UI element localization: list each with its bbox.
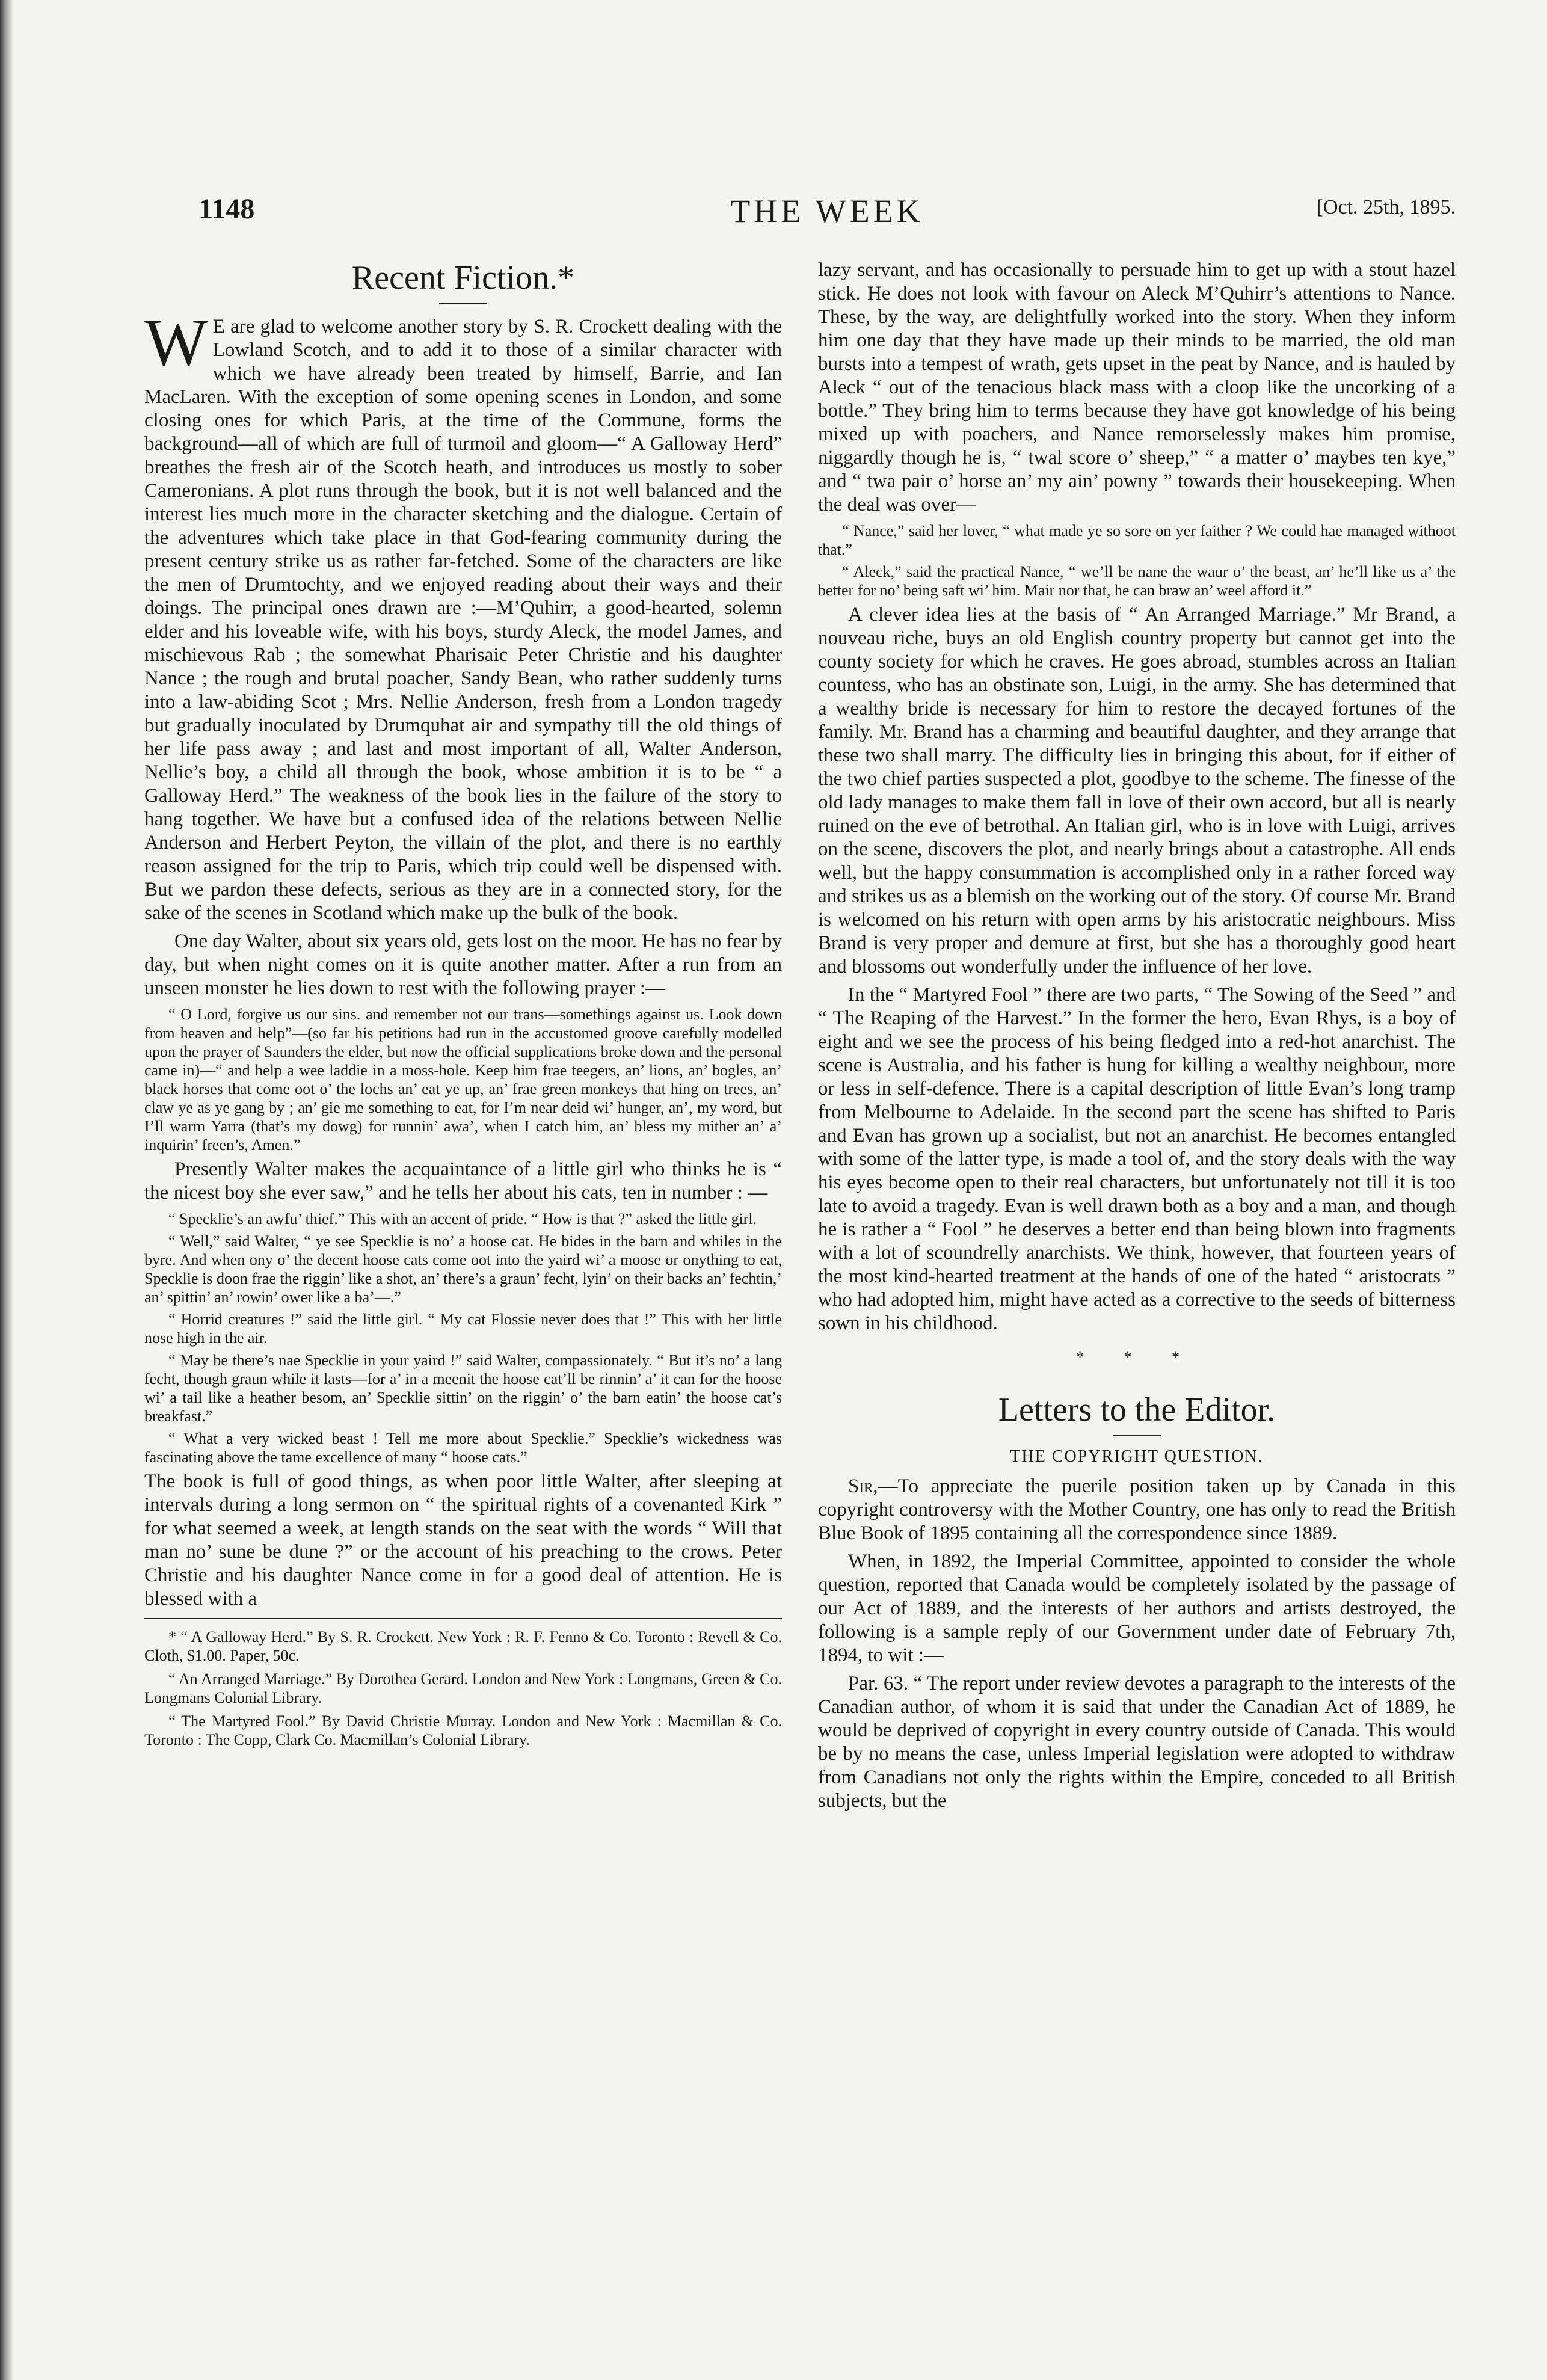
quotation: “ What a very wicked beast ! Tell me more about Specklie.” Specklie’s wickedness was fascinating above the tame excellence of many “ hoose cats.” xyxy=(144,1430,782,1466)
quotation: “ Horrid creatures !” said the little girl. “ My cat Flossie never does that !” This with her little nose high in the air. xyxy=(144,1311,782,1347)
title-rule xyxy=(439,303,487,304)
left-column xyxy=(144,259,782,2364)
paragraph: The book is full of good things, as when poor little Walter, after sleeping at intervals during a long sermon on “ the spiritual rights of a covenanted Kirk ” for what seemed a week, at length stands on the seat with the words “ Will that man no’ sune be dune ?” or the account of his preaching to the crows. Peter Christie and his daughter Nance come in for a good deal of attention. He is blessed with a xyxy=(144,1471,782,1610)
paragraph: When, in 1892, the Imperial Committee, appointed to consider the whole question, reported that Canada would be completely isolated by the passage of our Act of 1889, and the interests of her authors and artists destroyed, the following is a sample reply of our Government under date of February 7th, 1894, to wit :— xyxy=(818,1551,1456,1666)
drop-cap: W xyxy=(144,306,208,380)
salutation: Sir, xyxy=(848,1475,878,1497)
footnote: * “ A Galloway Herd.” By S. R. Crockett. New York : R. F. Fenno & Co. Toronto : Revell & Co. Cloth, $1.00. Paper, 50c. xyxy=(144,1628,782,1664)
paragraph xyxy=(818,1475,1456,1545)
paragraph-text: —To appreciate the puerile position taken up by Canada in this copyright controversy with the Mother Country, one has only to read the British Blue Book of 1895 containing all the correspondence since 1889. xyxy=(818,1475,1456,1544)
quotation: “ Nance,” said her lover, “ what made ye so sore on yer faither ? We could hae managed withoot that.” xyxy=(818,522,1456,558)
right-column xyxy=(818,259,1456,2364)
quotation: “ May be there’s nae Specklie in your yaird !” said Walter, compassionately. “ But it’s no’ a lang fecht, though graun while it lasts—for a’ in a meenit the hoose cat’ll be rinnin’ a’ it can for the hoose wi’ a tail like a heather besom, an’ Specklie sittin’ on the riggin’ o’ the barn eatin’ the hoose cat’s breakfast.” xyxy=(144,1351,782,1425)
letter-subheading: THE COPYRIGHT QUESTION. xyxy=(1010,1447,1264,1466)
page-number: 1148 xyxy=(198,193,255,225)
paragraph: Presently Walter makes the acquaintance of a little girl who thinks he is “ the nicest boy she ever saw,” and he tells her about his cats, ten in number : — xyxy=(144,1158,782,1204)
paragraph: In the “ Martyred Fool ” there are two parts, “ The Sowing of the Seed ” and “ The Reaping of the Harvest.” In the former the hero, Evan Rhys, is a boy of eight and we see the process of his being fledged into a red-hot anarchist. The scene is Australia, and his father is hung for killing a wealthy neighbour, more or less in self-defence. There is a capital description of little Evan’s long tramp from Melbourne to Adelaide. In the second part the scene has shifted to Paris and Evan has grown up a socialist, but not an anarchist. He becomes entangled with some of the latter type, is made a tool of, and the story deals with the way his eyes become open to their real characters, but unfortunately not till it is too late to avoid a tragedy. Evan is well drawn both as a boy and a man, and though he is rather a “ Fool ” he deserves a better end than being blown into fragments with a lot of scoundrelly anarchists. We think, however, that fourteen years of the most kind-hearted treatment at the hands of one of the hated “ aristocrats ” who had adopted him, might have acted as a corrective to the seeds of bitterness sown in his childhood. xyxy=(818,984,1456,1334)
binding-edge xyxy=(0,0,13,2380)
recent-fiction-title: Recent Fiction.* xyxy=(351,259,575,297)
footnote: “ An Arranged Marriage.” By Dorothea Gerard. London and New York : Longmans, Green & Co. Longmans Colonial Library. xyxy=(144,1670,782,1706)
paragraph: One day Walter, about six years old, gets lost on the moor. He has no fear by day, but when night comes on it is quite another matter. After a run from an unseen monster he lies down to rest with the following prayer :— xyxy=(144,930,782,999)
page-header xyxy=(198,192,1456,241)
footnote: “ The Martyred Fool.” By David Christie Murray. London and New York : Macmillan & Co. Toronto : The Copp, Clark Co. Macmillan’s Colonial Library. xyxy=(144,1712,782,1748)
paragraph xyxy=(144,306,782,925)
section-divider-stars: * * * xyxy=(1076,1348,1198,1366)
paragraph: Par. 63. “ The report under review devotes a paragraph to the interests of the Canadian author, of whom it is said that under the Canadian Act of 1889, he would be deprived of copyright in every country outside of Canada. This would be by no means the case, unless Imperial legislation were adopted to withdraw from Canadians not only the rights within the Empire, conceded to all British subjects, but the xyxy=(818,1673,1456,1812)
paragraph: A clever idea lies at the basis of “ An Arranged Marriage.” Mr Brand, a nouveau riche, buys an old English country property but cannot get into the county society for which he craves. He goes abroad, stumbles across an Italian countess, who has an obstinate son, Luigi, in the army. She has determined that a wealthy bride is necessary for him to restore the decayed fortunes of the family. Mr. Brand has a charming and beautiful daughter, and they arrange that these two shall marry. The difficulty lies in bringing this about, for if either of the two chief parties suspected a plot, goodbye to the scheme. The finesse of the old lady manages to make them fall in love of their own accord, but all is nearly ruined on the eve of betrothal. An Italian girl, who is in love with Luigi, arrives on the scene, discovers the plot, and nearly brings about a catastrophe. All ends well, but the happy consummation is accomplished only in a rather forced way and strikes us as a blemish on the working out of the story. Of course Mr. Brand is welcomed on his return with open arms by his aristocratic neighbours. Miss Brand is very proper and demure at first, but she has a thoroughly good heart and blossoms out wonderfully under the influence of her love. xyxy=(818,604,1456,977)
masthead: THE WEEK xyxy=(730,193,924,229)
quotation: “ Well,” said Walter, “ ye see Specklie is no’ a hoose cat. He bides in the barn and whiles in the byre. And when ony o’ the decent hoose cats come oot into the yaird wi’ a moose or onything to eat, Specklie is doon frae the riggin’ like a shot, an’ there’s a graun’ fecht, lyin’ on their backs an’ fechtin,’ an’ spittin’ an’ rowin’ ower like a ba’—.” xyxy=(144,1232,782,1306)
title-rule xyxy=(1113,1435,1161,1436)
issue-date: [Oct. 25th, 1895. xyxy=(1316,196,1456,218)
paragraph: lazy servant, and has occasionally to persuade him to get up with a stout hazel stick. He does not look with favour on Aleck M’Quhirr’s attentions to Nance. These, by the way, are delightfully worked into the story. When they inform him one day that they have made up their minds to be married, the old man bursts into a tempest of wrath, gets upset in the peat by Nance, and is hauled by Aleck “ out of the tenacious black mass with a cloop like the uncorking of a bottle.” They bring him to terms because they have got knowledge of his being mixed up with poachers, and Nance remorselessly makes him promise, niggardly though he is, “ twal score o’ sheep,” “ a matter o’ maybes ten kye,” and “ twa pair o’ horse an’ my ain’ powny ” towards their housekeeping. When the deal was over— xyxy=(818,259,1456,515)
quotation: “ Aleck,” said the practical Nance, “ we’ll be nane the waur o’ the beast, an’ he’ll like us a’ the better for no’ being saft wi’ him. Mair nor that, he can braw an’ weel afford it.” xyxy=(818,563,1456,599)
footnote-rule xyxy=(144,1618,782,1619)
letters-title: Letters to the Editor. xyxy=(998,1391,1276,1428)
paragraph-text: E are glad to welcome another story by S. R. Crockett dealing with the Lowland Scotch, and to add it to those of a similar character with which we have already been treated by himself, Barrie, and Ian MacLaren. With the exception of some opening scenes in London, and some closing ones for which Paris, at the time of the Commune, forms the background—all of which are full of turmoil and gloom—“ A Galloway Herd” breathes the fresh air of the Scotch heath, and introduces us mostly to sober Cameronians. A plot runs through the book, but it is not well balanced and the interest lies much more in the character sketching and the dialogue. Certain of the adventures which take place in that God-fearing community during the present century strike us as rather far-fetched. Some of the characters are like the men of Drumtochty, and we enjoyed reading about their ways and their doings. The principal ones drawn are :—M’Quhirr, a good-hearted, solemn elder and his loveable wife, with his boys, sturdy Aleck, the model James, and mischievous Rab ; the somewhat Pharisaic Peter Christie and his daughter Nance ; the rough and brutal poacher, Sandy Bean, who rather suddenly turns into a law-abiding Scot ; Mrs. Nellie Anderson, fresh from a London tragedy but gradually inoculated by Drumquhat air and sympathy till the old things of her life pass away ; and last and most important of all, Walter Anderson, Nellie’s boy, a child all through the book, whose ambition it is to be “ a Galloway Herd.” The weakness of the book lies in the failure of the story to hang together. We have but a confused idea of the relations between Nellie Anderson and Herbert Peyton, the villain of the plot, and there is no earthly reason assigned for the trip to Paris, which trip could well be dispensed with. But we pardon these defects, serious as they are in a connected story, for the sake of the scenes in Scotland which make up the bulk of the book. xyxy=(144,316,782,924)
quotation: “ Specklie’s an awfu’ thief.” This with an accent of pride. “ How is that ?” asked the little girl. xyxy=(168,1210,757,1228)
quotation: “ O Lord, forgive us our sins. and remember not our trans—somethings against us. Look down from heaven and help”—(so far his petitions had run in the accustomed groove carefully modelled upon the prayer of Saunders the elder, but now the official supplications broke down and the personal came in)—“ and help a wee laddie in a moss-hole. Keep him frae teegers, an’ lions, an’ bogles, an’ black horses that come oot o’ the lochs an’ eat ye up, an’ frae green monkeys that hing on trees, an’ claw ye as ye gang by ; an’ gie me something to eat, for I’m near deid wi’ hunger, an’, my word, but I’ll warm Yarra (that’s my dowg) for runnin’ awa’, when I catch him, an’ bless my mither an’ a’ inquirin’ freen’s, Amen.” xyxy=(144,1006,782,1154)
